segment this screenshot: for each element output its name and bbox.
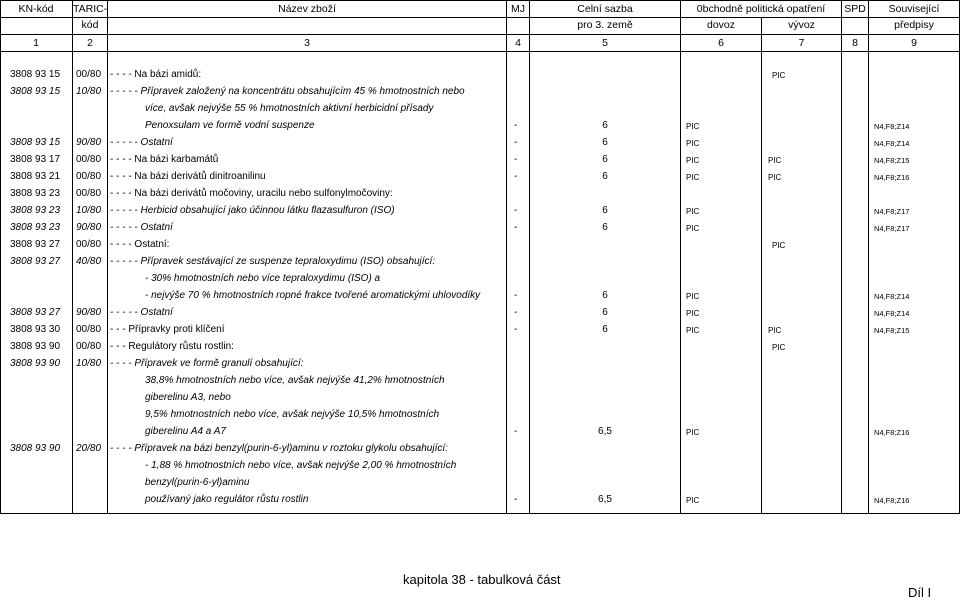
description-cell: benzyl(purin-6-yl)aminu bbox=[145, 477, 250, 488]
footer-part-label: Díl I bbox=[908, 585, 932, 600]
taric-code-cell: 90/80 bbox=[76, 307, 102, 318]
table-row bbox=[0, 185, 960, 202]
import-measure-cell: PIC bbox=[686, 139, 700, 148]
import-measure-cell: PIC bbox=[686, 173, 700, 182]
header-num: 4 bbox=[515, 37, 521, 49]
taric-code-cell: 10/80 bbox=[76, 205, 102, 216]
table-row bbox=[0, 202, 960, 219]
taric-code-cell: 10/80 bbox=[76, 86, 102, 97]
header-num: 5 bbox=[602, 37, 608, 49]
header-rule bbox=[0, 34, 960, 35]
description-cell: - 30% hmotnostních nebo více tepraloxydimu (ISO) a bbox=[145, 273, 381, 284]
table-row bbox=[0, 253, 960, 270]
header-num: 8 bbox=[852, 37, 858, 49]
import-measure-cell: PIC bbox=[686, 207, 700, 216]
duty-rate-cell: 6 bbox=[602, 205, 608, 216]
description-cell: giberelinu A4 a A7 bbox=[145, 426, 226, 437]
description-cell: více, avšak nejvýše 55 % hmotnostních aktivní herbicidní přísady bbox=[145, 103, 434, 114]
footer-chapter-title: kapitola 38 - tabulková část bbox=[403, 572, 561, 587]
header-celni-sazba: Celní sazba bbox=[577, 3, 633, 15]
description-cell: - - - - - Herbicid obsahující jako účinnou látku flazasulfuron (ISO) bbox=[110, 205, 395, 216]
taric-code-cell: 10/80 bbox=[76, 358, 102, 369]
description-cell: - - - - - Ostatní bbox=[110, 137, 173, 148]
table-border-top bbox=[0, 0, 960, 1]
kn-kod-cell: 3808 93 27 bbox=[10, 239, 61, 250]
table-row bbox=[0, 134, 960, 151]
table-row bbox=[0, 151, 960, 168]
header-num: 6 bbox=[718, 37, 724, 49]
mj-cell: - bbox=[514, 290, 518, 301]
kn-kod-cell: 3808 93 23 bbox=[10, 222, 61, 233]
mj-cell: - bbox=[514, 222, 518, 233]
kn-kod-cell: 3808 93 90 bbox=[10, 341, 61, 352]
export-measure-cell: PIC bbox=[768, 156, 782, 165]
header-kn-kod: KN-kód bbox=[18, 3, 54, 15]
kn-kod-cell: 3808 93 27 bbox=[10, 256, 61, 267]
import-measure-cell: PIC bbox=[686, 309, 700, 318]
duty-rate-cell: 6 bbox=[602, 137, 608, 148]
description-cell: - - - - Ostatní: bbox=[110, 239, 170, 250]
header-kod: kód bbox=[81, 19, 99, 31]
table-row bbox=[0, 66, 960, 83]
description-cell: - 1,88 % hmotnostních nebo více, avšak nejvýše 2,00 % hmotnostních bbox=[145, 460, 457, 471]
header-dovoz: dovoz bbox=[706, 19, 736, 31]
kn-kod-cell: 3808 93 23 bbox=[10, 205, 61, 216]
taric-code-cell: 00/80 bbox=[76, 154, 102, 165]
taric-code-cell: 00/80 bbox=[76, 324, 102, 335]
related-regulations-cell: N4,F8;Z15 bbox=[874, 326, 910, 335]
header-rule bbox=[0, 17, 960, 18]
related-regulations-cell: N4,F8;Z14 bbox=[874, 292, 910, 301]
header-souvisejici: Související bbox=[888, 3, 940, 15]
description-cell: - - - Regulátory růstu rostlin: bbox=[110, 341, 234, 352]
description-cell: 38,8% hmotnostních nebo více, avšak nejvýše 41,2% hmotnostních bbox=[145, 375, 445, 386]
description-cell: - nejvýše 70 % hmotnostních ropné frakce tvořené aromatickými uhlovodíky bbox=[145, 290, 481, 301]
import-measure-cell: PIC bbox=[686, 428, 700, 437]
table-row bbox=[0, 168, 960, 185]
header-num: 3 bbox=[304, 37, 310, 49]
import-measure-cell: PIC bbox=[686, 496, 700, 505]
table-row bbox=[0, 236, 960, 253]
header-num: 2 bbox=[87, 37, 93, 49]
table-row bbox=[0, 83, 960, 100]
table-row bbox=[0, 491, 960, 508]
description-cell: giberelinu A3, nebo bbox=[145, 392, 231, 403]
table-row bbox=[0, 219, 960, 236]
related-regulations-cell: N4,F8;Z16 bbox=[874, 173, 910, 182]
duty-rate-cell: 6 bbox=[602, 222, 608, 233]
duty-rate-cell: 6 bbox=[602, 120, 608, 131]
kn-kod-cell: 3808 93 15 bbox=[10, 86, 61, 97]
header-num: 7 bbox=[798, 37, 805, 49]
kn-kod-cell: 3808 93 30 bbox=[10, 324, 61, 335]
description-cell: - - - - - Přípravek sestávající ze suspenze tepraloxydimu (ISO) obsahující: bbox=[110, 256, 436, 267]
related-regulations-cell: N4,F8;Z17 bbox=[874, 224, 910, 233]
import-measure-cell: PIC bbox=[686, 224, 700, 233]
taric-code-cell: 00/80 bbox=[76, 171, 102, 182]
import-measure-cell: PIC bbox=[686, 326, 700, 335]
table-row bbox=[0, 338, 960, 355]
duty-rate-cell: 6 bbox=[602, 324, 608, 335]
table-row bbox=[0, 270, 960, 287]
mj-cell: - bbox=[514, 154, 518, 165]
taric-code-cell: 00/80 bbox=[76, 239, 102, 250]
description-cell: - - - - Na bázi karbamátů bbox=[110, 154, 219, 165]
header-opatreni: 0bchodně politická opatření bbox=[696, 3, 826, 15]
export-measure-cell: PIC bbox=[768, 326, 782, 335]
table-row bbox=[0, 304, 960, 321]
spd-cell: PIC bbox=[772, 343, 786, 352]
description-cell: - - - - Na bázi amidů: bbox=[110, 69, 202, 80]
header-mj: MJ bbox=[511, 3, 525, 15]
spd-cell: PIC bbox=[772, 241, 786, 250]
description-cell: - - - - Přípravek na bázi benzyl(purin-6-yl)aminu v roztoku glykolu obsahující: bbox=[110, 443, 448, 454]
table-row bbox=[0, 117, 960, 134]
related-regulations-cell: N4,F8;Z15 bbox=[874, 156, 910, 165]
mj-cell: - bbox=[514, 137, 518, 148]
mj-cell: - bbox=[514, 307, 518, 318]
kn-kod-cell: 3808 93 15 bbox=[10, 69, 61, 80]
duty-rate-cell: 6,5 bbox=[598, 426, 612, 437]
description-cell: - - - - Přípravek ve formě granulí obsahující: bbox=[110, 358, 304, 369]
table-row bbox=[0, 406, 960, 423]
description-cell: - - - Přípravky proti klíčení bbox=[110, 324, 225, 335]
kn-kod-cell: 3808 93 21 bbox=[10, 171, 61, 182]
duty-rate-cell: 6 bbox=[602, 290, 608, 301]
header-num: 9 bbox=[911, 37, 917, 49]
table-row bbox=[0, 372, 960, 389]
import-measure-cell: PIC bbox=[686, 292, 700, 301]
taric-code-cell: 40/80 bbox=[76, 256, 102, 267]
kn-kod-cell: 3808 93 90 bbox=[10, 443, 61, 454]
table-row bbox=[0, 321, 960, 338]
description-cell: Penoxsulam ve formě vodní suspenze bbox=[145, 120, 315, 131]
header-spd: SPD bbox=[844, 3, 866, 15]
taric-code-cell: 20/80 bbox=[76, 443, 102, 454]
header-pro-3-zeme: pro 3. země bbox=[577, 19, 633, 31]
kn-kod-cell: 3808 93 23 bbox=[10, 188, 61, 199]
header-predpisy: předpisy bbox=[894, 19, 934, 31]
header-vyvoz: vývoz bbox=[788, 19, 815, 31]
mj-cell: - bbox=[514, 120, 518, 131]
related-regulations-cell: N4,F8;Z14 bbox=[874, 139, 910, 148]
table-row bbox=[0, 100, 960, 117]
taric-code-cell: 90/80 bbox=[76, 222, 102, 233]
kn-kod-cell: 3808 93 27 bbox=[10, 307, 61, 318]
related-regulations-cell: N4,F8;Z17 bbox=[874, 207, 910, 216]
related-regulations-cell: N4,F8;Z16 bbox=[874, 428, 910, 437]
table-row bbox=[0, 287, 960, 304]
export-measure-cell: PIC bbox=[768, 173, 782, 182]
kn-kod-cell: 3808 93 17 bbox=[10, 154, 61, 165]
table-row bbox=[0, 474, 960, 491]
description-cell: - - - - - Ostatní bbox=[110, 307, 173, 318]
duty-rate-cell: 6 bbox=[602, 171, 608, 182]
taric-code-cell: 00/80 bbox=[76, 188, 102, 199]
table-row bbox=[0, 389, 960, 406]
mj-cell: - bbox=[514, 171, 518, 182]
taric-code-cell: 90/80 bbox=[76, 137, 102, 148]
import-measure-cell: PIC bbox=[686, 122, 700, 131]
mj-cell: - bbox=[514, 426, 518, 437]
import-measure-cell: PIC bbox=[686, 156, 700, 165]
kn-kod-cell: 3808 93 15 bbox=[10, 137, 61, 148]
description-cell: - - - - Na bázi derivátů dinitroanilinu bbox=[110, 171, 266, 182]
description-cell: - - - - Na bázi derivátů močoviny, uracilu nebo sulfonylmočoviny: bbox=[110, 188, 393, 199]
related-regulations-cell: N4,F8;Z14 bbox=[874, 122, 910, 131]
table-row bbox=[0, 423, 960, 440]
kn-kod-cell: 3808 93 90 bbox=[10, 358, 61, 369]
mj-cell: - bbox=[514, 205, 518, 216]
table-border-bottom bbox=[0, 513, 960, 514]
table-header bbox=[0, 0, 960, 51]
duty-rate-cell: 6 bbox=[602, 307, 608, 318]
mj-cell: - bbox=[514, 324, 518, 335]
table-row bbox=[0, 457, 960, 474]
table-row bbox=[0, 440, 960, 457]
description-cell: používaný jako regulátor růstu rostlin bbox=[145, 494, 309, 505]
header-taric: TARIC- bbox=[73, 3, 108, 15]
taric-code-cell: 00/80 bbox=[76, 69, 102, 80]
duty-rate-cell: 6,5 bbox=[598, 494, 612, 505]
related-regulations-cell: N4,F8;Z14 bbox=[874, 309, 910, 318]
description-cell: - - - - - Ostatní bbox=[110, 222, 173, 233]
spd-cell: PIC bbox=[772, 71, 786, 80]
related-regulations-cell: N4,F8;Z16 bbox=[874, 496, 910, 505]
description-cell: 9,5% hmotnostních nebo více, avšak nejvýše 10,5% hmotnostních bbox=[145, 409, 440, 420]
mj-cell: - bbox=[514, 494, 518, 505]
table-row bbox=[0, 355, 960, 372]
header-num: 1 bbox=[33, 37, 39, 49]
taric-code-cell: 00/80 bbox=[76, 341, 102, 352]
header-nazev-zbozi: Název zboží bbox=[278, 3, 336, 15]
description-cell: - - - - - Přípravek založený na koncentrátu obsahujícím 45 % hmotnostních nebo bbox=[110, 86, 465, 97]
header-rule bbox=[0, 51, 960, 52]
duty-rate-cell: 6 bbox=[602, 154, 608, 165]
